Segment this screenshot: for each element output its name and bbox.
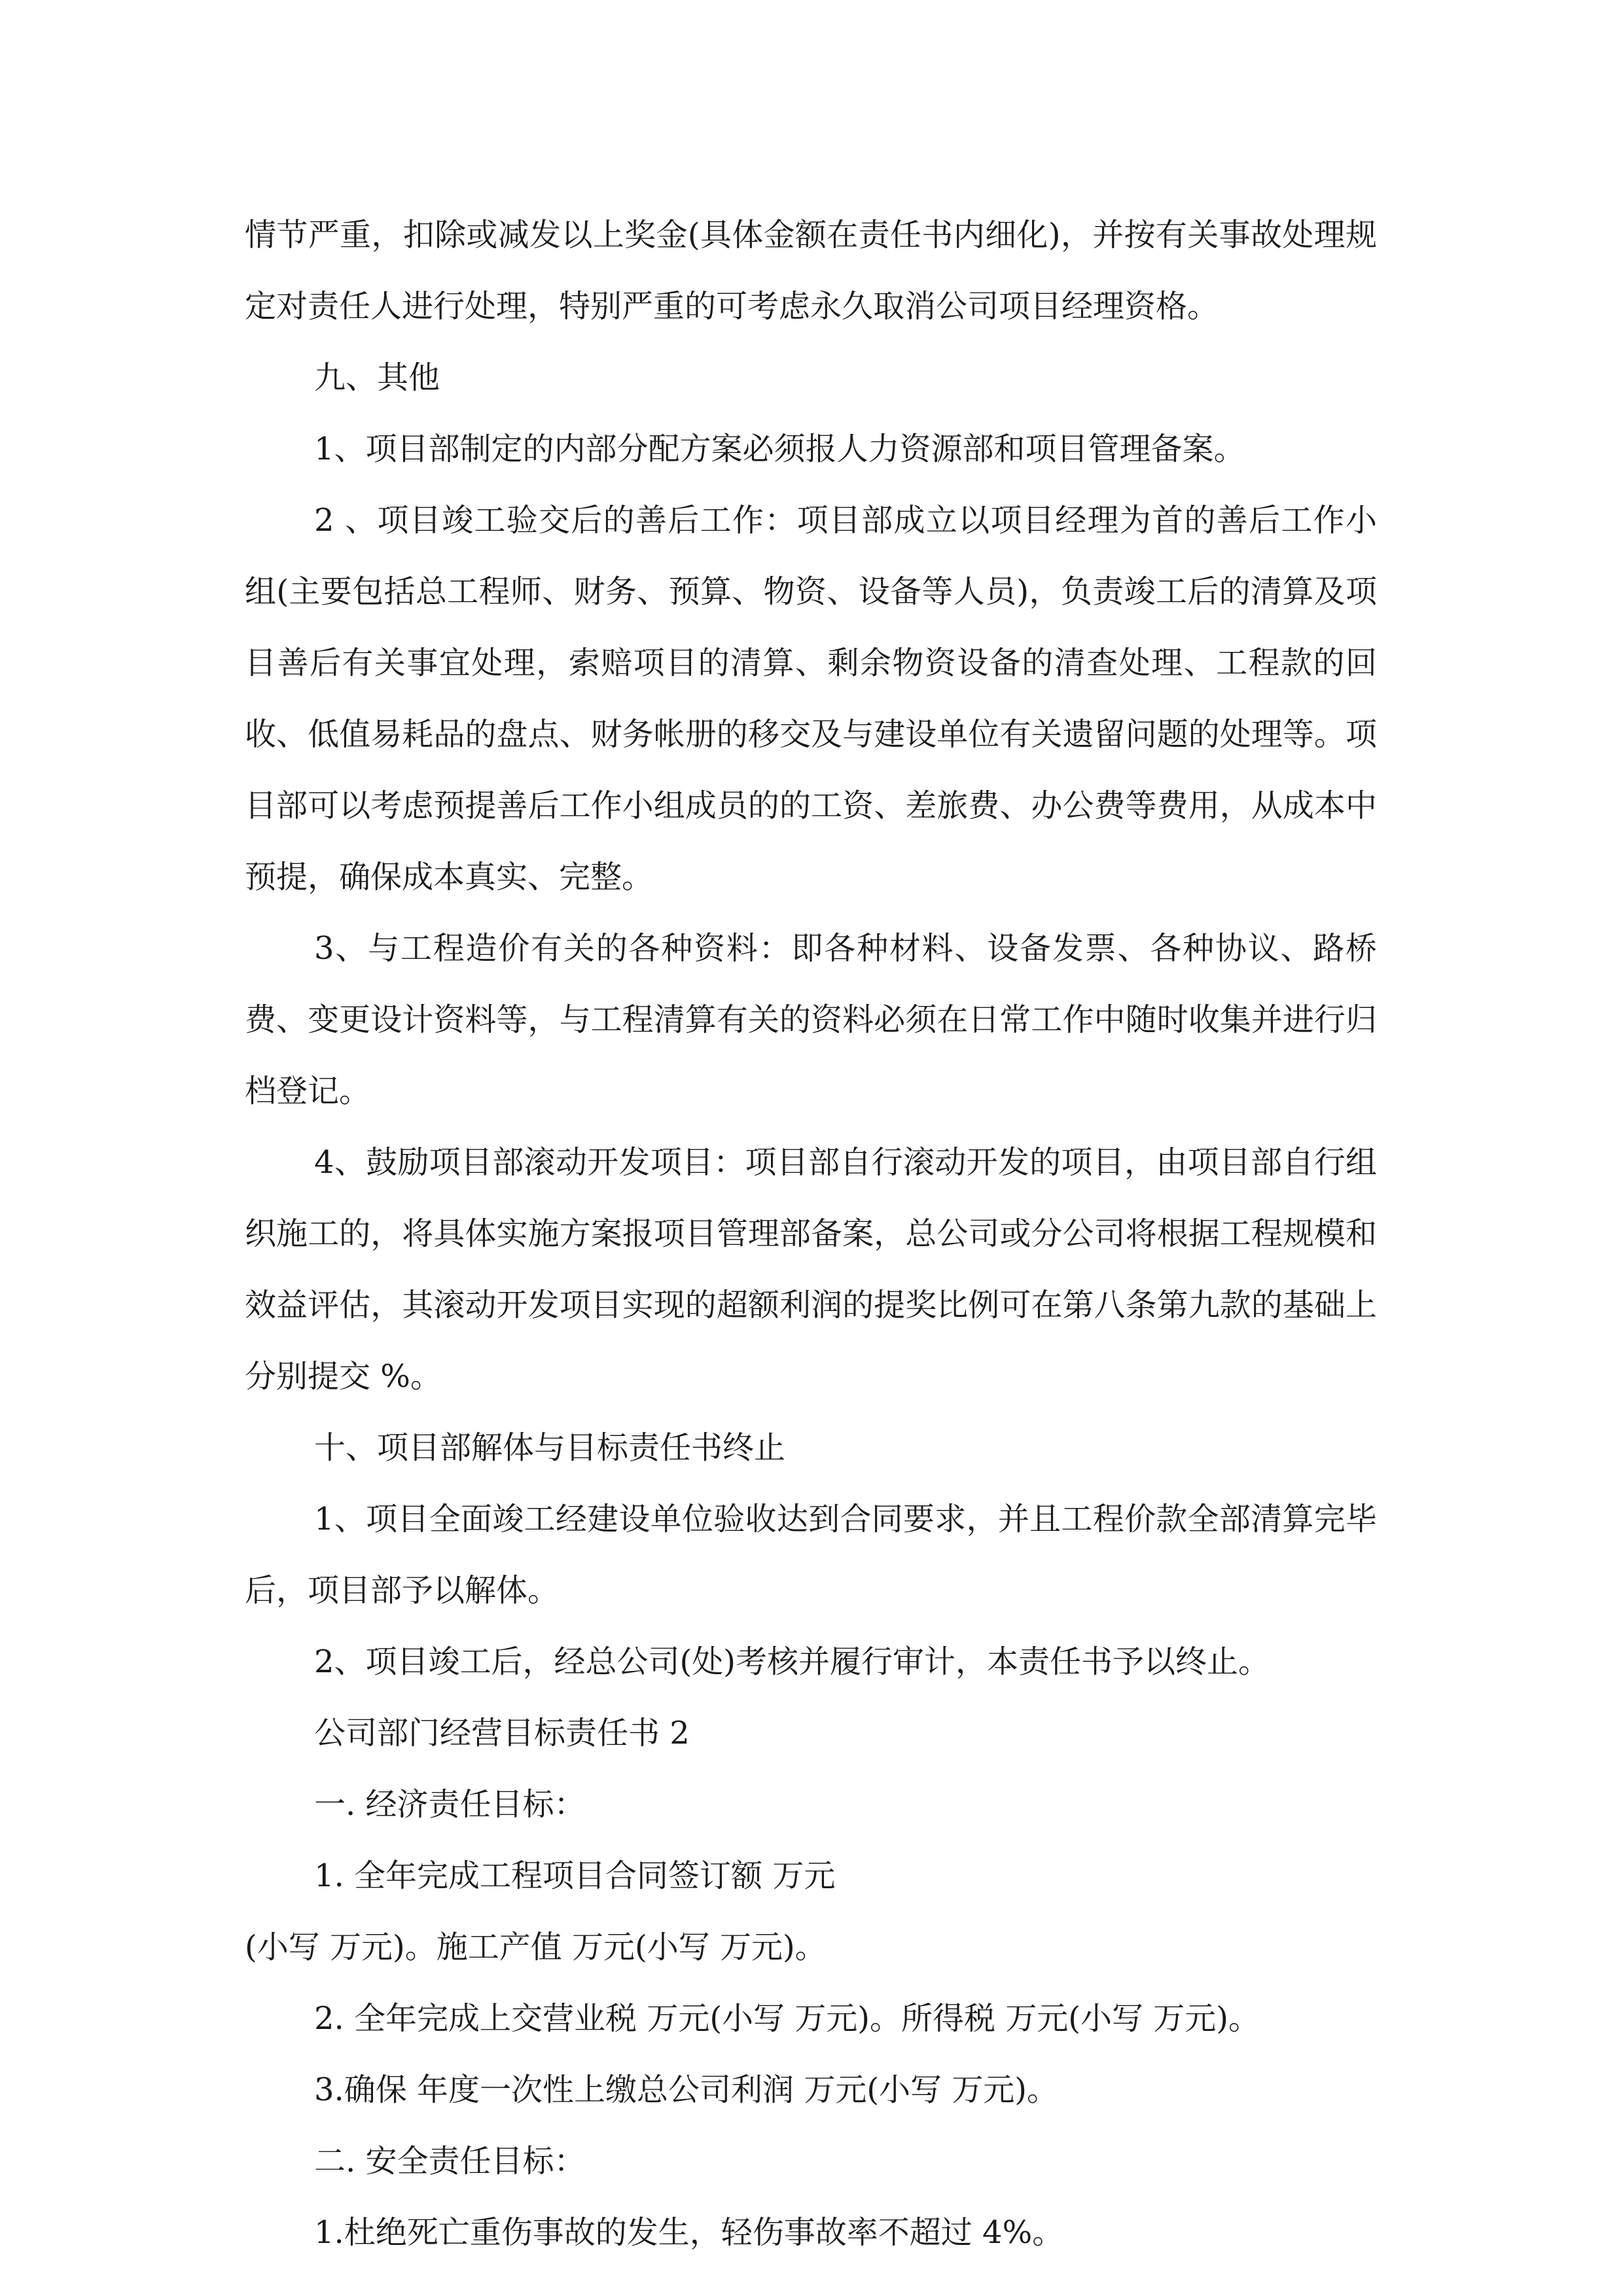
paragraph-item: 1. 全年完成工程项目合同签订额 万元 <box>314 1857 836 1894</box>
paragraph-item: 1、项目部制定的内部分配方案必须报人力资源部和项目管理备案。 <box>314 431 1245 467</box>
paragraph-item: 1、项目全面竣工经建设单位验收达到合同要求，并且工程价款全部清算完毕后，项目部予以解体。 <box>245 1501 1377 1609</box>
paragraph-item: 4、鼓励项目部滚动开发项目：项目部自行滚动开发的项目，由项目部自行组织施工的，将具体实施方案报项目管理部备案，总公司或分公司将根据工程规模和效益评估，其滚动开发项目实现的超额利润的提奖比例可在第八条第九款的基础上分别提交 %。 <box>245 1144 1377 1395</box>
paragraph-item: (小写 万元)。施工产值 万元(小写 万元)。 <box>245 1929 827 1965</box>
document-subtitle: 公司部门经营目标责任书 2 <box>314 1715 690 1751</box>
section-heading-dissolution: 十、项目部解体与目标责任书终止 <box>314 1429 786 1466</box>
paragraph-item: 2 、项目竣工验交后的善后工作：项目部成立以项目经理为首的善后工作小组(主要包括总工程师、财务、预算、物资、设备等人员)，负责竣工后的清算及项目善后有关事宜处理，索赔项目的清算、剩余物资设备的清查处理、工程款的回收、低值易耗品的盘点、财务帐册的移交及与建设单位有关遗留问题的处理等。项目部可以考虑预提善后工作小组成员的的工资、差旅费、办公费等费用，从成本中预提，确保成本真实、完整。 <box>245 502 1377 895</box>
document-body <box>245 200 1377 2269</box>
paragraph-item: 2. 全年完成上交营业税 万元(小写 万元)。所得税 万元(小写 万元)。 <box>314 2000 1260 2037</box>
paragraph-item: 3、与工程造价有关的各种资料：即各种材料、设备发票、各种协议、路桥费、变更设计资料等，与工程清算有关的资料必须在日常工作中随时收集并进行归档登记。 <box>245 930 1377 1109</box>
paragraph-item: 3.确保 年度一次性上缴总公司利润 万元(小写 万元)。 <box>314 2072 1059 2108</box>
section-heading-other: 九、其他 <box>314 359 440 396</box>
section-heading-economic: 一. 经济责任目标： <box>314 1786 586 1823</box>
paragraph-penalty-clause: 情节严重，扣除或减发以上奖金(具体金额在责任书内细化)，并按有关事故处理规定对责任人进行处理，特别严重的可考虑永久取消公司项目经理资格。 <box>245 217 1377 325</box>
section-heading-safety: 二. 安全责任目标： <box>314 2143 586 2179</box>
paragraph-item: 2、项目竣工后，经总公司(处)考核并履行审计，本责任书予以终止。 <box>314 1643 1270 1680</box>
paragraph-item: 1.杜绝死亡重伤事故的发生，轻伤事故率不超过 4%。 <box>314 2214 1064 2251</box>
